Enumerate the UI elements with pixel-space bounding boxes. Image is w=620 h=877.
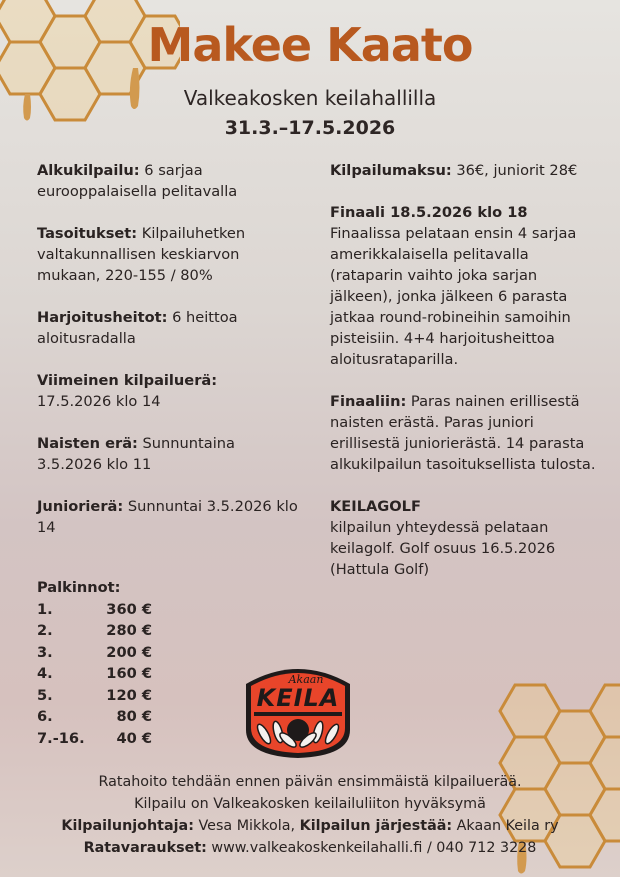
left-column bbox=[37, 160, 302, 559]
prize-row bbox=[37, 685, 152, 707]
prize-amount: 40 € bbox=[116, 729, 152, 747]
prize-amount: 360 € bbox=[106, 600, 152, 618]
jarjestaa-label: Kilpailun järjestää: bbox=[299, 818, 453, 834]
alkukilpailu-text: 6 sarjaa eurooppalaisella pelitavalla bbox=[37, 162, 238, 200]
prize-row bbox=[37, 706, 152, 728]
naisten-text: Sunnuntaina 3.5.2026 klo 11 bbox=[37, 435, 235, 473]
competition-dates: 31.3.–17.5.2026 bbox=[224, 117, 396, 139]
prize-rank: 7.-16. bbox=[37, 729, 85, 747]
footer-line-1: Ratahoito tehdään ennen päivän ensimmäistä kilpailuerää. bbox=[98, 774, 522, 790]
right-column bbox=[330, 160, 600, 601]
logo-main-text: KEILA bbox=[256, 684, 340, 712]
prize-row bbox=[37, 663, 152, 685]
poster-subtitle: Valkeakosken keilahallilla bbox=[183, 86, 437, 110]
prizes-list bbox=[37, 577, 152, 749]
finaali-label: Finaali 18.5.2026 klo 18 bbox=[330, 204, 528, 221]
finaali-text: Finaalissa pelataan ensin 4 sarjaa amerikkalaisella pelitavalla (rataparin vaihto joka sarjan jälkeen), jonka jälkeen 6 parasta jatkaa round-robineihin samoihin pisteisiin. 4+4 harjoitusheittoa aloitusrataparilla. bbox=[330, 225, 577, 368]
prize-amount: 200 € bbox=[106, 643, 152, 661]
naisten-label: Naisten erä: bbox=[37, 435, 138, 452]
prize-row bbox=[37, 642, 152, 664]
maksu-block bbox=[330, 160, 600, 181]
prize-row bbox=[37, 599, 152, 621]
ratavaraukset-text: www.valkeakoskenkeilahalli.fi / 040 712 3228 bbox=[206, 840, 537, 856]
prize-amount: 160 € bbox=[106, 665, 152, 682]
tasoitukset-label: Tasoitukset: bbox=[37, 225, 138, 242]
ratavaraukset-label: Ratavaraukset: bbox=[83, 840, 207, 856]
viimeinen-label: Viimeinen kilpailuerä: bbox=[37, 372, 218, 389]
johtaja-label: Kilpailunjohtaja: bbox=[61, 818, 194, 834]
footer-line-3 bbox=[0, 815, 620, 837]
viimeinen-text: 17.5.2026 klo 14 bbox=[37, 393, 161, 410]
johtaja-text: Vesa Mikkola, bbox=[193, 818, 300, 834]
junior-block bbox=[37, 496, 302, 538]
keilagolf-block bbox=[330, 496, 600, 580]
finaaliin-label: Finaaliin: bbox=[330, 393, 407, 410]
akaan-keila-logo bbox=[240, 660, 356, 760]
viimeinen-block bbox=[37, 370, 302, 412]
maksu-text: 36€, juniorit 28€ bbox=[451, 162, 578, 179]
prize-amount: 280 € bbox=[106, 622, 152, 639]
prize-rank: 2. bbox=[37, 622, 53, 639]
finaaliin-text: Paras nainen erillisestä naisten erästä. Paras juniori erillisestä juniorierästä. 14 parasta alkukilpailun tasoituksellista tulosta. bbox=[330, 393, 596, 473]
tasoitukset-text: Kilpailuhetken valtakunnallisen keskiarvon mukaan, 220-155 / 80% bbox=[37, 225, 246, 284]
jarjestaa-text: Akaan Keila ry bbox=[452, 818, 559, 834]
alkukilpailu-label: Alkukilpailu: bbox=[37, 162, 140, 179]
bowling-ball-icon bbox=[287, 719, 309, 741]
prizes-label: Palkinnot: bbox=[37, 579, 121, 596]
prize-row bbox=[37, 728, 152, 750]
prize-rank: 6. bbox=[37, 708, 53, 725]
alkukilpailu-block bbox=[37, 160, 302, 202]
prize-amount: 80 € bbox=[116, 708, 152, 725]
junior-label: Juniorierä: bbox=[37, 498, 124, 515]
prize-rank: 4. bbox=[37, 665, 53, 682]
maksu-label: Kilpailumaksu: bbox=[330, 162, 452, 179]
prize-rank: 3. bbox=[37, 643, 53, 661]
prize-rank: 5. bbox=[37, 686, 53, 704]
prize-rank: 1. bbox=[37, 600, 53, 618]
junior-text: Sunnuntai 3.5.2026 klo 14 bbox=[37, 498, 298, 536]
harjoitusheitot-block bbox=[37, 307, 302, 349]
harjoitusheitot-text: 6 heittoa aloitusradalla bbox=[37, 309, 238, 347]
keilagolf-label: KEILAGOLF bbox=[330, 498, 421, 515]
keilagolf-text: kilpailun yhteydessä pelataan keilagolf. Golf osuus 16.5.2026 (Hattula Golf) bbox=[330, 519, 556, 578]
poster-title: Makee Kaato bbox=[147, 18, 473, 72]
footer bbox=[0, 771, 620, 859]
footer-line-2: Kilpailu on Valkeakosken keilailuliiton hyväksymä bbox=[134, 796, 486, 812]
footer-line-4 bbox=[0, 837, 620, 859]
prize-row bbox=[37, 620, 152, 642]
harjoitusheitot-label: Harjoitusheitot: bbox=[37, 309, 168, 326]
logo-top-text: Akaan bbox=[288, 673, 324, 686]
tasoitukset-block bbox=[37, 223, 302, 286]
naisten-block bbox=[37, 433, 302, 475]
prize-amount: 120 € bbox=[106, 686, 152, 704]
finaaliin-block bbox=[330, 391, 600, 475]
finaali-block bbox=[330, 202, 600, 370]
